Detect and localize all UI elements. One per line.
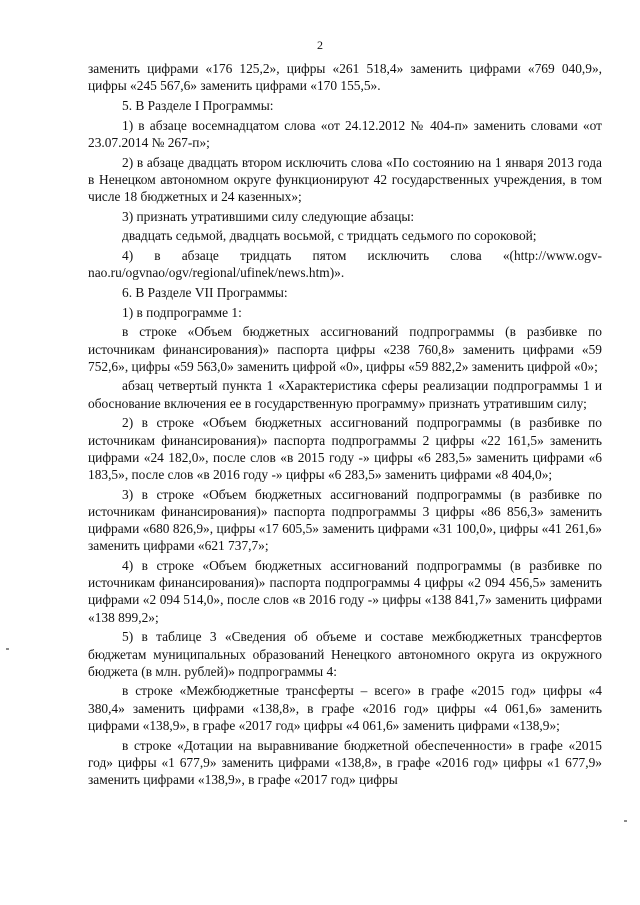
paragraph: 1) в подпрограмме 1: xyxy=(122,304,242,320)
scan-mark xyxy=(6,648,9,650)
paragraph: 6. В Разделе VII Программы: xyxy=(122,284,288,300)
paragraph: абзац четвертый пункта 1 «Характеристика сферы реализации подпрограммы 1 и обоснование включения ее в государственную программу» признать утратившим силу; xyxy=(88,378,602,411)
paragraph: 2) в строке «Объем бюджетных ассигнований подпрограммы (в разбивке по источникам финансирования)» паспорта подпрограммы 2 цифры «22 161,5» заменить цифрами «24 182,0», после слов «в 2015 году -» цифры «6 283,5» заменить цифрами «6 183,5», после слов «в 2016 году -» цифры «6 283,5» заменить цифрами «8 404,0»; xyxy=(88,415,602,482)
paragraph: 5) в таблице 3 «Сведения об объеме и составе межбюджетных трансфертов бюджетам муниципальных образований Ненецкого автономного округа из окружного бюджета (в млн. рублей)» подпрограммы 4: xyxy=(88,629,602,679)
paragraph: 1) в абзаце восемнадцатом слова «от 24.12.2012 № 404-п» заменить словами «от 23.07.2014 № 267-п»; xyxy=(88,117,602,150)
paragraph: 4) в строке «Объем бюджетных ассигнований подпрограммы (в разбивке по источникам финансирования)» паспорта подпрограммы 4 цифры «2 094 456,5» заменить цифрами «2 094 514,0», после слов «в 2016 году -» цифры «138 841,7» заменить цифрами «138 899,2»; xyxy=(88,557,602,625)
paragraph: 5. В Разделе I Программы: xyxy=(122,97,274,113)
paragraph: 4) в абзаце тридцать пятом исключить слова «(http://www.ogv-nao.ru/ogvnao/ogv/regional/ufinek/news.htm)». xyxy=(88,248,602,281)
paragraph: в строке «Дотации на выравнивание бюджетной обеспеченности» в графе «2015 год» цифры «1 677,9» заменить цифрами «138,8», в графе «2016 год» цифры «1 677,9» заменить цифрами «138,9», в графе «2017 год» цифры xyxy=(88,737,602,787)
page-number: 2 xyxy=(317,38,323,52)
paragraph: 2) в абзаце двадцать втором исключить слова «По состоянию на 1 января 2013 года в Ненецком автономном округе функционируют 42 государственных учреждения, в том числе 18 бюджетных и 24 казенных»; xyxy=(88,154,602,204)
scan-mark xyxy=(624,820,627,822)
paragraph: в строке «Объем бюджетных ассигнований подпрограммы (в разбивке по источникам финансирования)» паспорта цифры «238 760,8» заменить цифрами «59 752,6», цифры «59 563,0» заменить цифрой «0», цифры «59 882,2» заменить цифрой «0»; xyxy=(88,324,602,374)
paragraph: 3) признать утратившими силу следующие абзацы: xyxy=(122,208,415,224)
paragraph: заменить цифрами «176 125,2», цифры «261 518,4» заменить цифрами «769 040,9», цифры «245 567,6» заменить цифрами «170 155,5». xyxy=(88,61,602,94)
paragraph: 3) в строке «Объем бюджетных ассигнований подпрограммы (в разбивке по источникам финансирования)» паспорта подпрограммы 3 цифры «86 856,3» заменить цифрами «680 826,9», цифры «17 605,5» заменить цифрами «31 100,0», цифры «41 261,6» заменить цифрами «621 737,7»; xyxy=(88,486,602,554)
paragraph: в строке «Межбюджетные трансферты – всего» в графе «2015 год» цифры «4 380,4» заменить цифрами «138,8», в графе «2016 год» цифры «4 061,6» заменить цифрами «138,9», в графе «2017 год» цифры «4 061,6» заменить цифрами «138,9»; xyxy=(88,683,602,733)
paragraph: двадцать седьмой, двадцать восьмой, с тридцать седьмого по сороковой; xyxy=(122,228,537,244)
document-body xyxy=(88,60,602,791)
